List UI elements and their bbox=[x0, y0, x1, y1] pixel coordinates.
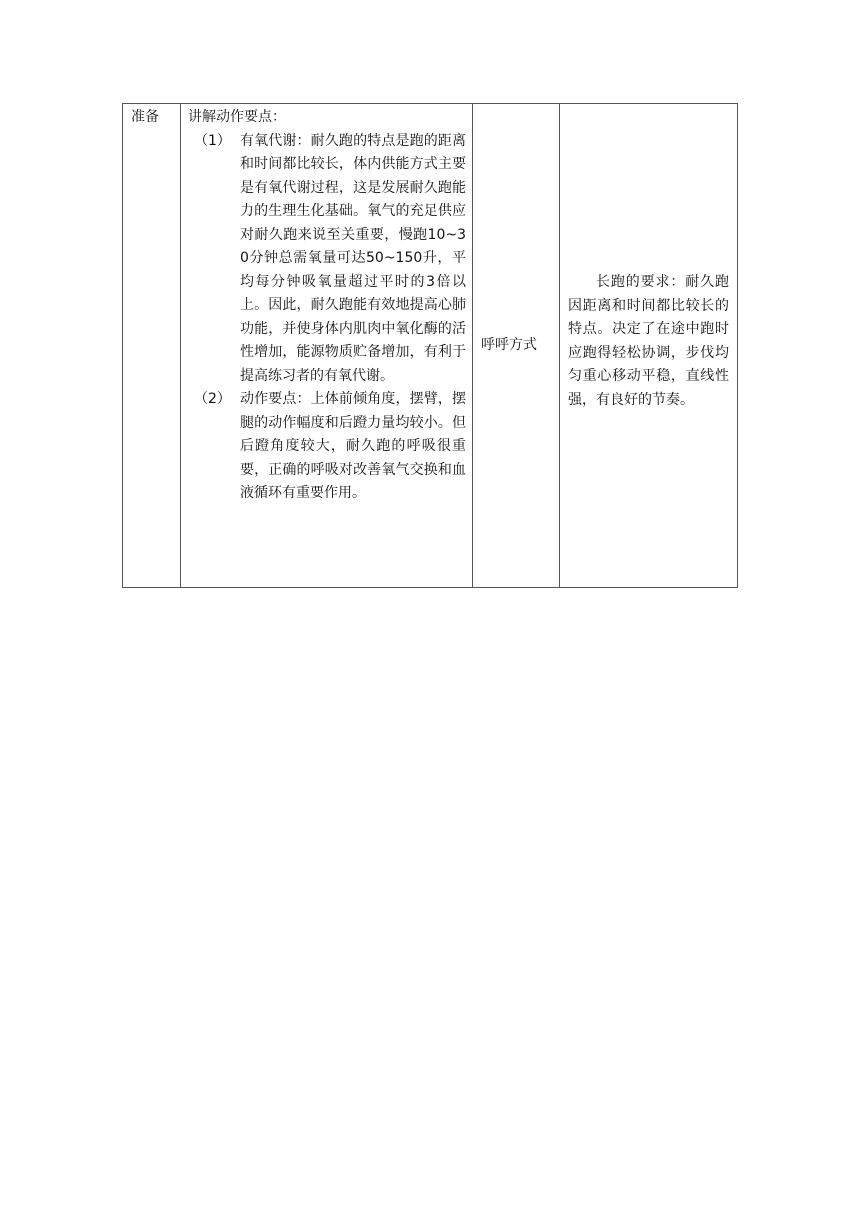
breathing-label: 呼呼方式 bbox=[481, 336, 537, 353]
point-text: 动作要点：上体前倾角度，摆臂，摆腿的动作幅度和后蹬力量均较小。但后蹬角度较大，耐久跑的呼吸很重要，正确的呼吸对改善氧气交换和血液循环有重要作用。 bbox=[240, 391, 466, 501]
breathing-cell bbox=[473, 104, 560, 588]
content-block bbox=[181, 104, 472, 506]
point-number: （2） bbox=[194, 391, 231, 407]
content-heading: 讲解动作要点： bbox=[188, 109, 286, 125]
point-item bbox=[188, 388, 466, 506]
point-number: （1） bbox=[194, 132, 231, 149]
lesson-plan-table bbox=[122, 103, 738, 588]
stage-label: 准备 bbox=[131, 109, 159, 125]
point-text: 有氧代谢：耐久跑的特点是跑的距离和时间都比较长，体内供能方式主要是有氧代谢过程，这是发展耐久跑能力的生理生化基础。氧气的充足供应对耐久跑来说至关重要，慢跑10~30分钟总需氧量可达50~150升，平均每分钟吸氧量超过平时的3倍以上。因此，耐久跑能有效地提高心肺功能，并使身体内肌肉中氧化酶的活性增加，能源物质贮备增加，有利于提高练习者的有氧代谢。 bbox=[240, 132, 466, 384]
point-item bbox=[188, 130, 466, 389]
content-cell bbox=[181, 104, 473, 588]
requirement-text: 长跑的要求：耐久跑因距离和时间都比较长的特点。决定了在途中跑时应跑得轻松协调，步伐均匀重心移动平稳，直线性强，有良好的节奏。 bbox=[568, 274, 729, 408]
stage-cell bbox=[123, 104, 181, 588]
table-row bbox=[123, 104, 738, 588]
requirement-cell bbox=[560, 104, 738, 588]
